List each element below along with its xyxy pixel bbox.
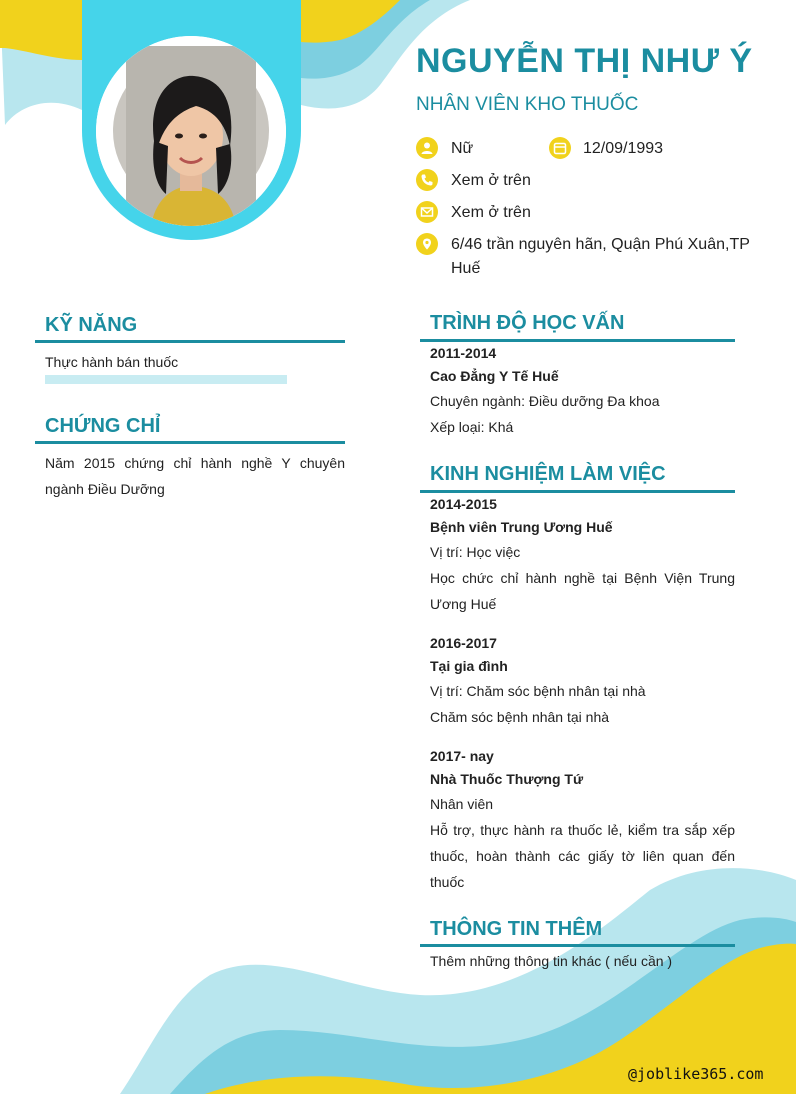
email-value: Xem ở trên xyxy=(451,204,531,221)
location-pin-icon xyxy=(416,233,438,255)
experience-description: Chăm sóc bệnh nhân tại nhà xyxy=(430,709,610,725)
experience-position: Vị trí: Chăm sóc bệnh nhân tại nhà xyxy=(430,683,646,699)
job-title: NHÂN VIÊN KHO THUỐC xyxy=(416,94,639,115)
experience-period: 2014-2015 xyxy=(430,496,497,512)
experience-position: Nhân viên xyxy=(430,796,494,812)
extra-info-divider xyxy=(420,944,735,947)
calendar-icon xyxy=(549,137,571,159)
education-period: 2011-2014 xyxy=(430,345,497,361)
experience-position: Vị trí: Học việc xyxy=(430,544,521,560)
address-value: 6/46 trần nguyên hãn, Quận Phú Xuân,TP Huế xyxy=(451,236,750,277)
skill-level-bar xyxy=(45,375,287,384)
extra-info-title: THÔNG TIN THÊM xyxy=(430,918,603,940)
experience-place: Bệnh viên Trung Ương Huế xyxy=(430,519,613,535)
profile-photo xyxy=(96,36,286,226)
gender-value: Nữ xyxy=(451,140,474,157)
birthdate-value: 12/09/1993 xyxy=(583,140,664,157)
user-icon xyxy=(416,137,438,159)
education-school: Cao Đẳng Y Tế Huế xyxy=(430,368,559,384)
certificate-text: Năm 2015 chứng chỉ hành nghề Y chuyên ngành Điều Dưỡng xyxy=(45,455,345,497)
skills-divider xyxy=(35,340,345,343)
skill-label: Thực hành bán thuốc xyxy=(45,354,179,370)
phone-value: Xem ở trên xyxy=(451,172,531,189)
education-major: Chuyên ngành: Điều dưỡng Đa khoa xyxy=(430,393,660,409)
certificates-divider xyxy=(35,441,345,444)
education-grade: Xếp loại: Khá xyxy=(430,419,514,435)
experience-place: Nhà Thuốc Thượng Tứ xyxy=(430,771,584,787)
phone-icon xyxy=(416,169,438,191)
experience-description: Hỗ trợ, thực hành ra thuốc lẻ, kiểm tra sắp xếp thuốc, hoàn thành các giấy tờ liên quan đến thuốc xyxy=(430,822,735,890)
experience-description: Học chức chỉ hành nghề tại Bệnh Viện Trung Ương Huế xyxy=(430,570,735,612)
experience-title: KINH NGHIỆM LÀM VIỆC xyxy=(430,463,666,485)
experience-period: 2017- nay xyxy=(430,748,494,764)
experience-place: Tại gia đình xyxy=(430,658,508,674)
experience-period: 2016-2017 xyxy=(430,635,497,651)
education-title: TRÌNH ĐỘ HỌC VẤN xyxy=(430,312,625,334)
email-icon xyxy=(416,201,438,223)
candidate-name: NGUYỄN THỊ NHƯ Ý xyxy=(416,42,753,80)
skills-title: KỸ NĂNG xyxy=(45,314,138,336)
certificates-title: CHỨNG CHỈ xyxy=(45,415,161,437)
extra-info-text: Thêm những thông tin khác ( nếu cần ) xyxy=(430,953,673,969)
watermark: @joblike365.com xyxy=(628,1065,764,1083)
